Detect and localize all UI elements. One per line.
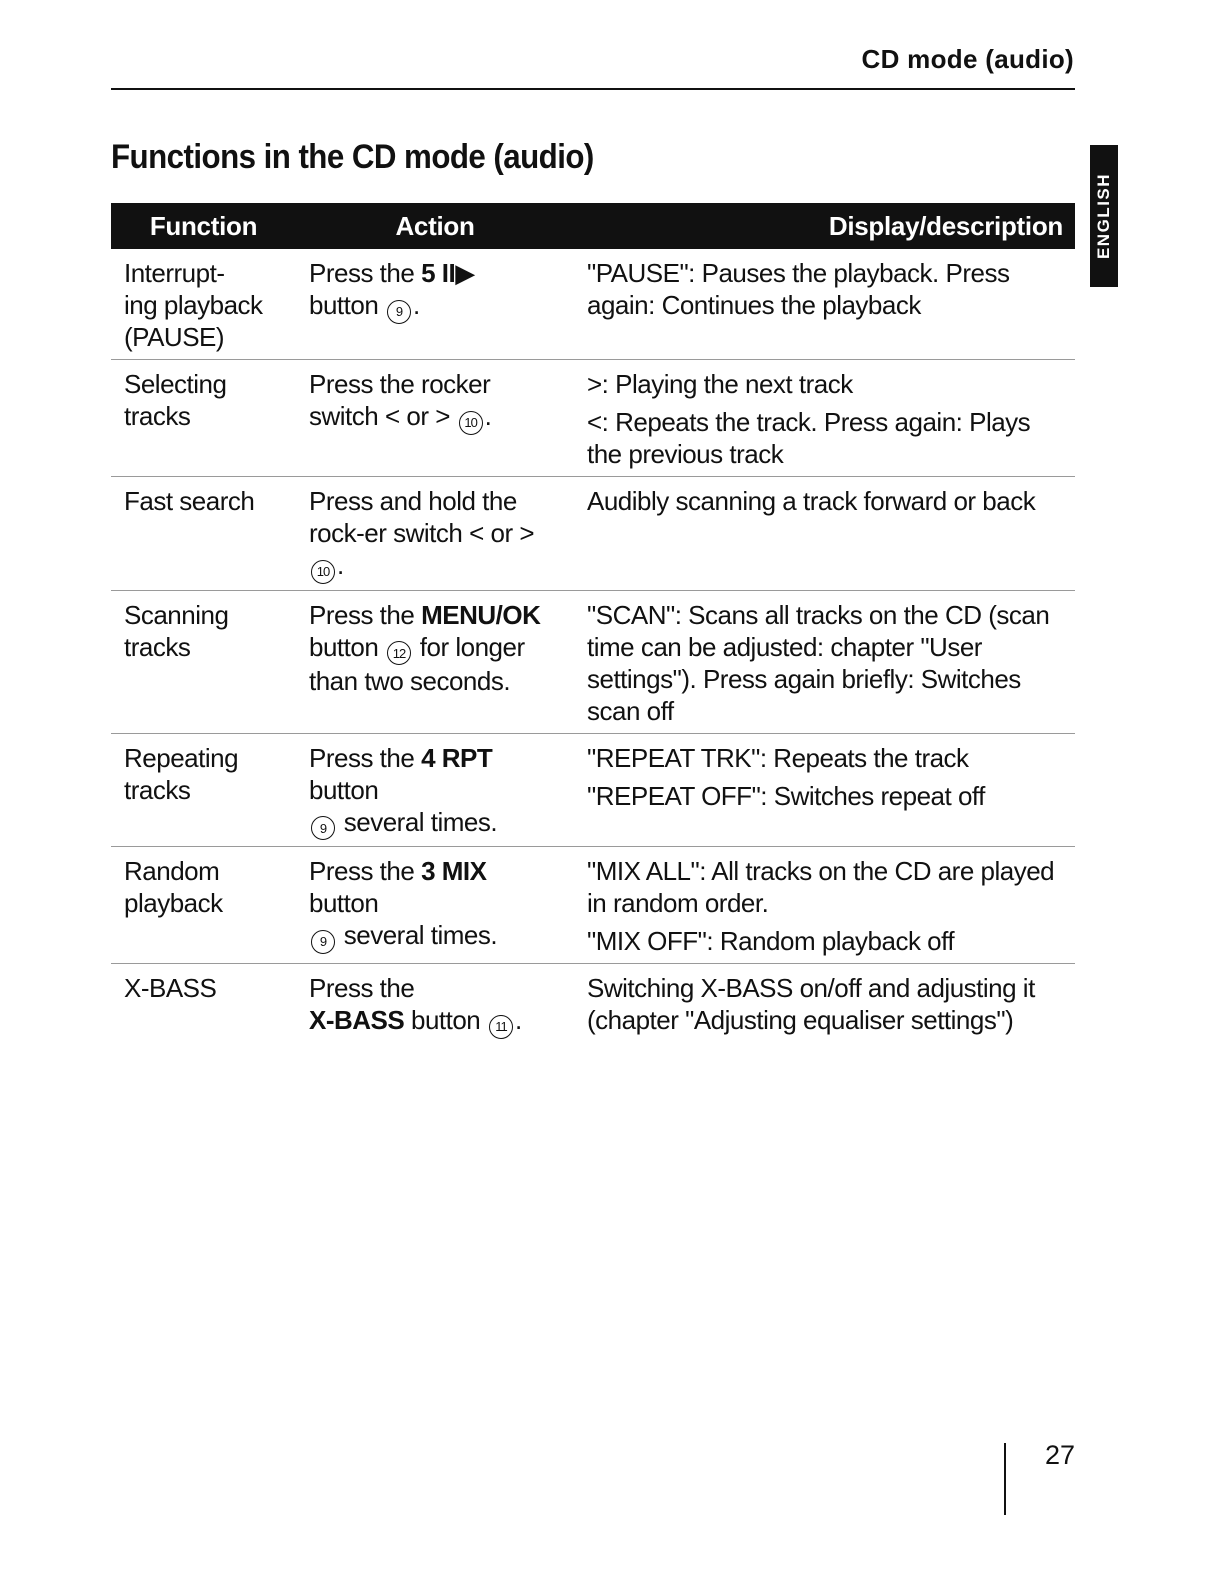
- function-name: Selecting: [124, 369, 227, 399]
- button-number-badge: 11: [489, 1015, 513, 1039]
- action-text: Press and hold the rock-er switch: [309, 486, 517, 548]
- action-text: button: [309, 774, 379, 805]
- action-text: Press the: [309, 856, 422, 886]
- function-name: X-BASS: [124, 973, 217, 1003]
- function-name: Scanning: [124, 599, 229, 630]
- description-text: "REPEAT TRK": Repeats the track: [587, 742, 969, 773]
- action-text: Press the: [309, 258, 422, 288]
- table-row: [111, 477, 1075, 591]
- action-cell: [296, 590, 574, 733]
- description-cell: [574, 249, 1075, 360]
- running-head: CD mode (audio): [861, 44, 1074, 74]
- button-key-label: 4 RPT: [421, 742, 493, 773]
- action-text: .: [337, 550, 344, 580]
- description-text: Switching X-BASS on/off and adjusting it (chapter "Adjusting equaliser settings"): [587, 973, 1035, 1035]
- function-name: ing playback: [124, 290, 263, 320]
- function-name: (PAUSE): [124, 322, 225, 352]
- function-cell: [111, 360, 296, 477]
- description-cell: [574, 477, 1075, 591]
- function-cell: [111, 964, 296, 1045]
- header-description: Display/description: [574, 203, 1075, 249]
- function-name: Fast search: [124, 486, 255, 516]
- description-cell: [574, 733, 1075, 847]
- action-text: Press the: [309, 973, 415, 1003]
- button-key-label: X-BASS: [309, 1005, 405, 1035]
- function-name: tracks: [124, 774, 191, 805]
- description-text: "SCAN": Scans all tracks on the CD (scan time can be adjusted: chapter "User settings"). Press again briefly: Switches scan off: [587, 599, 1050, 726]
- functions-table: [111, 203, 1075, 1045]
- description-cell: [574, 847, 1075, 964]
- button-key-label: MENU/OK: [421, 599, 541, 630]
- action-text: .: [515, 1005, 522, 1035]
- table-row: [111, 733, 1075, 847]
- action-text: button: [309, 888, 379, 918]
- action-text: for longer than two seconds.: [309, 631, 525, 696]
- description-cell: [574, 360, 1075, 477]
- table-row: [111, 249, 1075, 360]
- action-text: several times.: [343, 920, 498, 950]
- header-function: Function: [111, 203, 296, 249]
- description-text: "MIX ALL": All tracks on the CD are played in random order.: [587, 856, 1055, 918]
- action-text: Press the: [309, 742, 422, 773]
- rocker-symbols: < or >: [469, 518, 535, 548]
- action-text: Press the rocker switch: [309, 369, 491, 431]
- function-name: Random: [124, 856, 220, 886]
- button-key-label: 3 MIX: [421, 856, 487, 886]
- function-cell: [111, 590, 296, 733]
- button-number-badge: 10: [459, 411, 483, 435]
- action-cell: [296, 847, 574, 964]
- action-text: button: [309, 631, 379, 662]
- page-number: 27: [1045, 1440, 1076, 1470]
- table-row: [111, 964, 1075, 1045]
- description-cell: [574, 964, 1075, 1045]
- description-text: "MIX OFF": Random playback off: [587, 926, 955, 956]
- description-text: "PAUSE": Pauses the playback. Press again: Continues the playback: [587, 258, 1010, 320]
- button-number-badge: 10: [311, 560, 335, 584]
- table-row: [111, 590, 1075, 733]
- action-cell: [296, 964, 574, 1045]
- button-key-label: 5 II▶: [421, 258, 475, 288]
- description-text: "REPEAT OFF": Switches repeat off: [587, 780, 985, 811]
- function-cell: [111, 477, 296, 591]
- function-cell: [111, 847, 296, 964]
- action-text: several times.: [343, 806, 498, 837]
- action-text: .: [413, 290, 420, 320]
- action-text: button: [309, 290, 379, 320]
- function-name: playback: [124, 888, 223, 918]
- description-text: <: Repeats the track. Press again: Plays the previous track: [587, 407, 1031, 469]
- header-rule: [111, 88, 1075, 90]
- action-cell: [296, 249, 574, 360]
- description-text: >: Playing the next track: [587, 369, 853, 399]
- description-text: Audibly scanning a track forward or back: [587, 486, 1036, 516]
- description-cell: [574, 590, 1075, 733]
- language-tab: [1090, 145, 1118, 287]
- function-name: Interrupt-: [124, 258, 225, 288]
- function-cell: [111, 733, 296, 847]
- rocker-symbols: < or >: [384, 401, 450, 431]
- page-number-rule: [1004, 1443, 1006, 1515]
- action-cell: [296, 477, 574, 591]
- button-number-badge: 9: [311, 930, 335, 954]
- function-name: tracks: [124, 401, 191, 431]
- action-cell: [296, 360, 574, 477]
- action-text: Press the: [309, 599, 422, 630]
- action-text: .: [484, 401, 492, 431]
- page-title: Functions in the CD mode (audio): [111, 138, 594, 176]
- function-name: Repeating: [124, 742, 239, 773]
- table-row: [111, 847, 1075, 964]
- button-number-badge: 9: [311, 816, 335, 840]
- button-number-badge: 12: [387, 641, 411, 665]
- function-cell: [111, 249, 296, 360]
- function-name: tracks: [124, 631, 191, 662]
- button-number-badge: 9: [387, 300, 411, 324]
- table-row: [111, 360, 1075, 477]
- action-text: button: [410, 1005, 481, 1035]
- table-header-row: [111, 203, 1075, 249]
- language-tab-label: ENGLISH: [1094, 172, 1113, 260]
- action-cell: [296, 733, 574, 847]
- header-action: Action: [296, 203, 574, 249]
